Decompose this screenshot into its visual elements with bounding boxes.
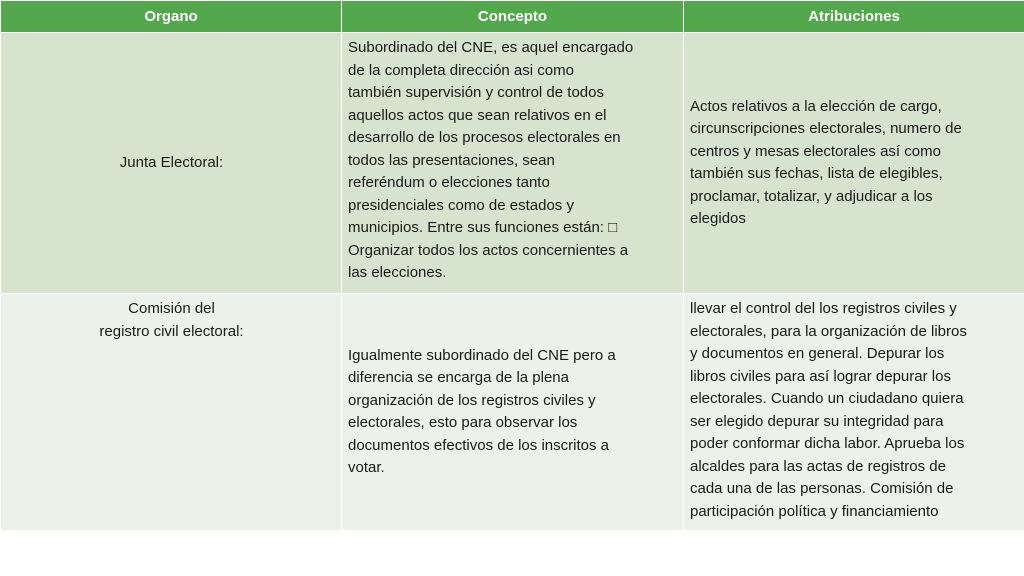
cell-text-line: también supervisión y control de todos — [348, 84, 604, 101]
cell-text-line: llevar el control del los registros civiles y — [690, 300, 957, 317]
cell-text-line: todos las presentaciones, sean — [348, 151, 555, 169]
cell-text-line: diferencia se encarga de la plena — [348, 369, 569, 386]
cell-text-line: también sus fechas, lista de elegibles, — [690, 165, 943, 182]
cell-text-line: aquellos actos que sean relativos en el — [348, 106, 607, 124]
concepto-cell — [342, 294, 684, 531]
cell-text-line: poder conformar dicha labor. Aprueba los — [690, 435, 965, 452]
header-organo: Organo — [1, 1, 342, 33]
cell-text-line: alcaldes para las actas de registros de — [690, 457, 946, 475]
cell-text-line: municipios. Entre sus funciones están: □ — [348, 219, 618, 236]
cell-text-line: circunscripciones electorales, numero de — [690, 120, 962, 137]
cell-text-line: proclamar, totalizar, y adjudicar a los — [690, 187, 933, 205]
cell-text-line: Organizar todos los actos concernientes a — [348, 241, 629, 259]
cell-text-line: participación política y financiamiento — [690, 502, 939, 520]
cell-text-line: registro civil electoral: — [99, 322, 244, 340]
table-row — [1, 33, 1024, 294]
cell-text-line: electorales. Cuando un ciudadano quiera — [690, 390, 964, 407]
cell-text-line: desarrollo de los procesos electorales en — [348, 129, 621, 146]
header-atribuciones: Atribuciones — [684, 1, 1024, 33]
concepto-cell — [342, 33, 684, 294]
header-concepto: Concepto — [342, 1, 684, 33]
atribuciones-cell — [684, 33, 1024, 294]
cell-text-line: referéndum o elecciones tanto — [348, 174, 550, 191]
organo-cell — [1, 294, 342, 531]
cell-text-line: libros civiles para así lograr depurar los — [690, 367, 951, 385]
cell-text-line: documentos efectivos de los inscritos a — [348, 436, 609, 454]
cell-text-line: votar. — [348, 459, 385, 476]
cell-text-line: electorales, esto para observar los — [348, 414, 578, 431]
cell-text-line: cada una de las personas. Comisión de — [690, 480, 954, 497]
cell-text-line: de la completa dirección asi como — [348, 61, 574, 79]
cell-text-line: elegidos — [690, 210, 746, 227]
header-row — [1, 1, 1024, 33]
cell-text-line: presidenciales como de estados y — [348, 196, 574, 214]
cell-text-line: Comisión del — [128, 300, 215, 317]
cell-text-line: y documentos en general. Depurar los — [690, 345, 945, 362]
organo-cell — [1, 33, 342, 294]
cell-text-line: Actos relativos a la elección de cargo, — [690, 97, 942, 115]
cell-text-line: Igualmente subordinado del CNE pero a — [348, 346, 616, 364]
cell-text-line: centros y mesas electorales así como — [690, 142, 941, 160]
cell-text-line: ser elegido depurar su integridad para — [690, 412, 944, 430]
cell-text-line: Subordinado del CNE, es aquel encargado — [348, 39, 634, 56]
table-row — [1, 294, 1024, 531]
cell-text-line: Junta Electoral: — [119, 153, 224, 171]
cell-text-line: electorales, para la organización de libros — [690, 322, 967, 340]
atribuciones-cell — [684, 294, 1024, 531]
cell-text-line: las elecciones. — [348, 264, 447, 281]
cell-text-line: organización de los registros civiles y — [348, 391, 596, 409]
